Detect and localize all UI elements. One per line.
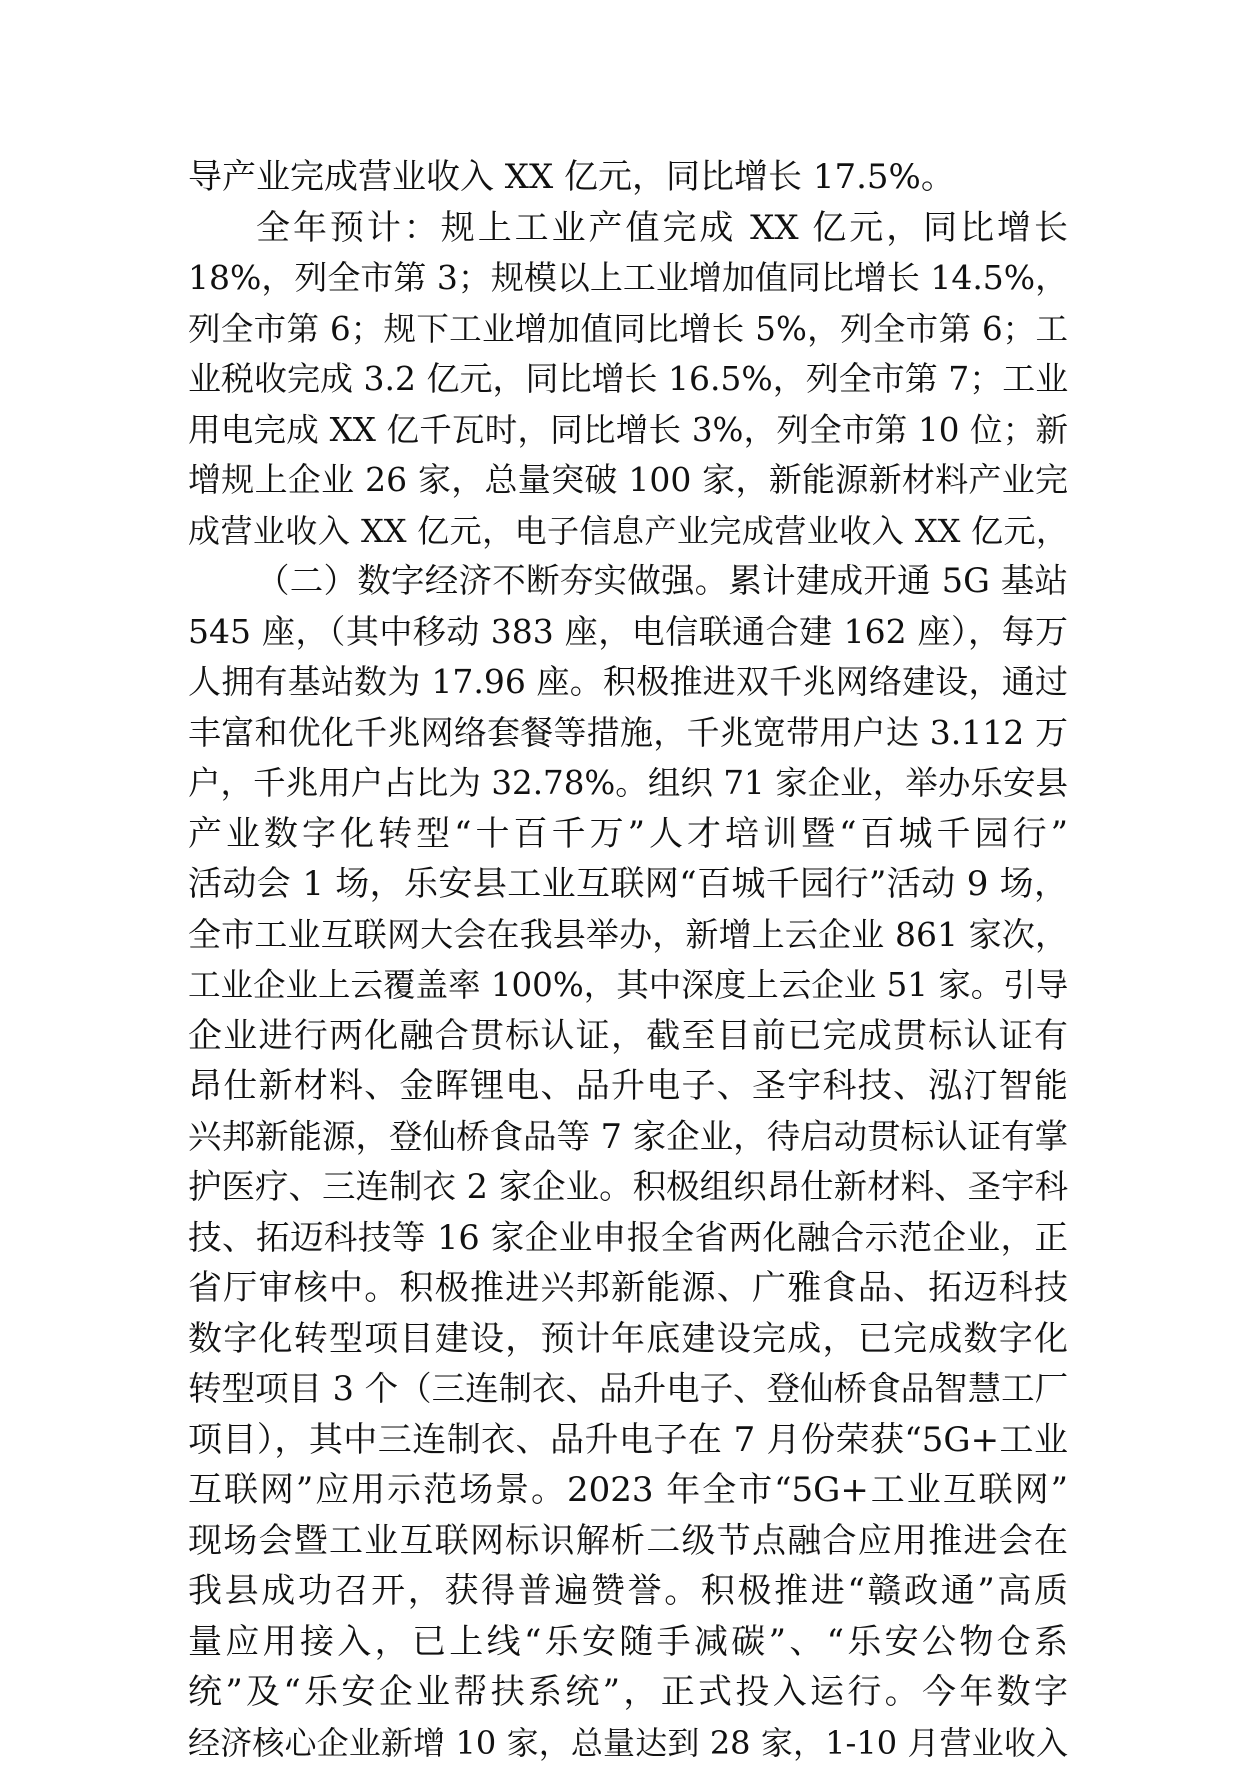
text-line: 转型项目 3 个（三连制衣、品升电子、登仙桥食品智慧工厂 — [188, 1364, 1068, 1415]
text-line: 省厅审核中。积极推进兴邦新能源、广雅食品、拓迈科技 — [188, 1263, 1068, 1314]
text-line: 业税收完成 3.2 亿元，同比增长 16.5%，列全市第 7；工业 — [188, 354, 1068, 405]
text-line: 18%，列全市第 3；规模以上工业增加值同比增长 14.5%， — [188, 253, 1068, 304]
text-line: 成营业收入 XX 亿元，电子信息产业完成营业收入 XX 亿元， — [188, 506, 1068, 557]
text-line: 列全市第 6；规下工业增加值同比增长 5%，列全市第 6；工 — [188, 304, 1068, 355]
text-line: 工业企业上云覆盖率 100%，其中深度上云企业 51 家。引导 — [188, 960, 1068, 1011]
text-line: 增规上企业 26 家，总量突破 100 家，新能源新材料产业完 — [188, 455, 1068, 506]
text-line: 昂仕新材料、金晖锂电、品升电子、圣宇科技、泓汀智能 — [188, 1061, 1068, 1112]
text-line: 产业数字化转型“十百千万”人才培训暨“百城千园行” — [188, 809, 1068, 860]
text-line: 活动会 1 场，乐安县工业互联网“百城千园行”活动 9 场， — [188, 859, 1068, 910]
document-body — [188, 152, 1068, 1768]
text-line: 用电完成 XX 亿千瓦时，同比增长 3%，列全市第 10 位；新 — [188, 405, 1068, 456]
section-heading-line: （二）数字经济不断夯实做强。累计建成开通 5G 基站 — [188, 556, 1068, 607]
text-line: 现场会暨工业互联网标识解析二级节点融合应用推进会在 — [188, 1516, 1068, 1567]
text-line: 互联网”应用示范场景。2023 年全市“5G+工业互联网” — [188, 1465, 1068, 1516]
text-line: 企业进行两化融合贯标认证，截至目前已完成贯标认证有 — [188, 1011, 1068, 1062]
text-line: 兴邦新能源，登仙桥食品等 7 家企业，待启动贯标认证有掌 — [188, 1112, 1068, 1163]
text-line: 技、拓迈科技等 16 家企业申报全省两化融合示范企业，正 — [188, 1213, 1068, 1264]
text-line: 导产业完成营业收入 XX 亿元，同比增长 17.5%。 — [188, 152, 1068, 203]
text-line: 丰富和优化千兆网络套餐等措施，千兆宽带用户达 3.112 万 — [188, 708, 1068, 759]
text-line: 545 座，（其中移动 383 座，电信联通合建 162 座），每万 — [188, 607, 1068, 658]
text-line: 经济核心企业新增 10 家，总量达到 28 家，1-10 月营业收入 — [188, 1718, 1068, 1768]
text-line: 统”及“乐安企业帮扶系统”，正式投入运行。今年数字 — [188, 1667, 1068, 1718]
text-line: 数字化转型项目建设，预计年底建设完成，已完成数字化 — [188, 1314, 1068, 1365]
text-line: 我县成功召开，获得普遍赞誉。积极推进“赣政通”高质 — [188, 1566, 1068, 1617]
text-line: 全市工业互联网大会在我县举办，新增上云企业 861 家次， — [188, 910, 1068, 961]
text-line: 量应用接入，已上线“乐安随手减碳”、“乐安公物仓系 — [188, 1617, 1068, 1668]
text-line: 人拥有基站数为 17.96 座。积极推进双千兆网络建设，通过 — [188, 657, 1068, 708]
text-line: 项目），其中三连制衣、品升电子在 7 月份荣获“5G+工业 — [188, 1415, 1068, 1466]
paragraph-start-line: 全年预计：规上工业产值完成 XX 亿元，同比增长 — [188, 203, 1068, 254]
text-line: 护医疗、三连制衣 2 家企业。积极组织昂仕新材料、圣宇科 — [188, 1162, 1068, 1213]
text-line: 户，千兆用户占比为 32.78%。组织 71 家企业，举办乐安县 — [188, 758, 1068, 809]
